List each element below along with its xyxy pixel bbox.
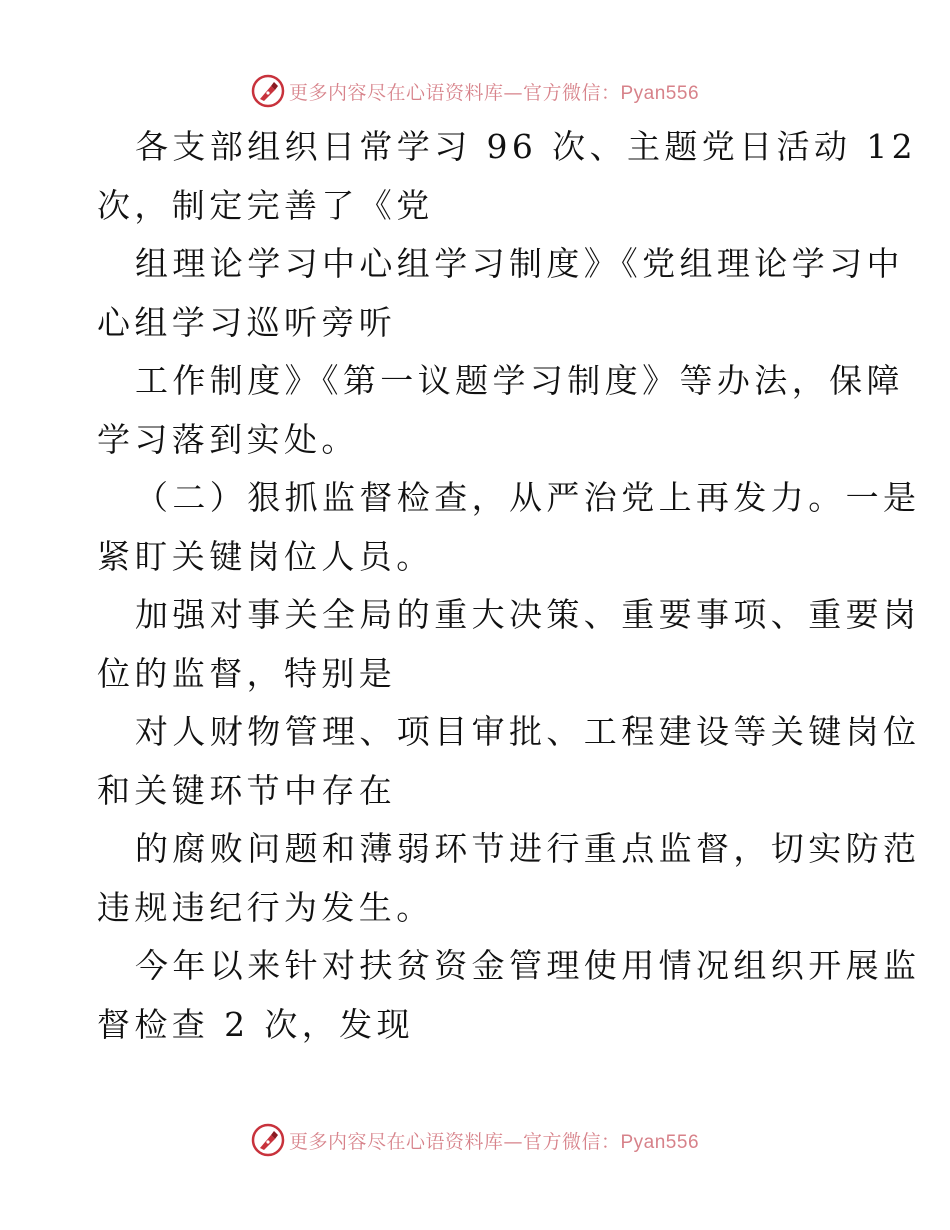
watermark-site-text: 更多内容尽在心语资料库 (288, 81, 504, 104)
watermark-dash: — (503, 1130, 523, 1153)
watermark-official-text: 官方微信： (522, 1130, 621, 1153)
header-watermark (0, 71, 950, 111)
text-line: 各支部组织日常学习 96 次、主题党日活动 12 (135, 127, 918, 166)
text-line: 今年以来针对扶贫资金管理使用情况组织开展监 (135, 946, 921, 985)
watermark-handle: Pyan556 (620, 1131, 700, 1153)
text-line: 加强对事关全局的重大决策、重要事项、重要岗 (135, 595, 921, 634)
footer-watermark (0, 1120, 950, 1160)
watermark-dash: — (503, 81, 523, 104)
document-body (97, 118, 921, 1054)
text-line: 对人财物管理、项目审批、工程建设等关键岗位 (135, 712, 921, 751)
text-line: 和关键环节中存在 (97, 770, 397, 810)
text-line: 位的监督，特别是 (97, 653, 397, 693)
text-line: 次，制定完善了《党 (97, 185, 434, 225)
text-line: 工作制度》《第一议题学习制度》等办法，保障 (135, 361, 904, 400)
pen-nib-circle-icon (251, 1123, 285, 1157)
watermark-site-text: 更多内容尽在心语资料库 (288, 1130, 504, 1153)
watermark-text (289, 78, 699, 105)
pen-nib-circle-icon (251, 74, 285, 108)
text-line: 督检查 2 次，发现 (97, 1004, 414, 1044)
text-line: 学习落到实处。 (97, 419, 359, 459)
text-line: 违规违纪行为发生。 (97, 887, 434, 927)
watermark-official-text: 官方微信： (522, 81, 621, 104)
text-line: 心组学习巡听旁听 (97, 302, 397, 342)
text-line: 紧盯关键岗位人员。 (97, 536, 434, 576)
text-line: （二）狠抓监督检查，从严治党上再发力。一是 (135, 478, 921, 517)
watermark-handle: Pyan556 (620, 82, 700, 104)
text-line: 组理论学习中心组学习制度》《党组理论学习中 (135, 244, 904, 283)
text-line: 的腐败问题和薄弱环节进行重点监督，切实防范 (135, 829, 921, 868)
watermark-text (289, 1127, 699, 1154)
